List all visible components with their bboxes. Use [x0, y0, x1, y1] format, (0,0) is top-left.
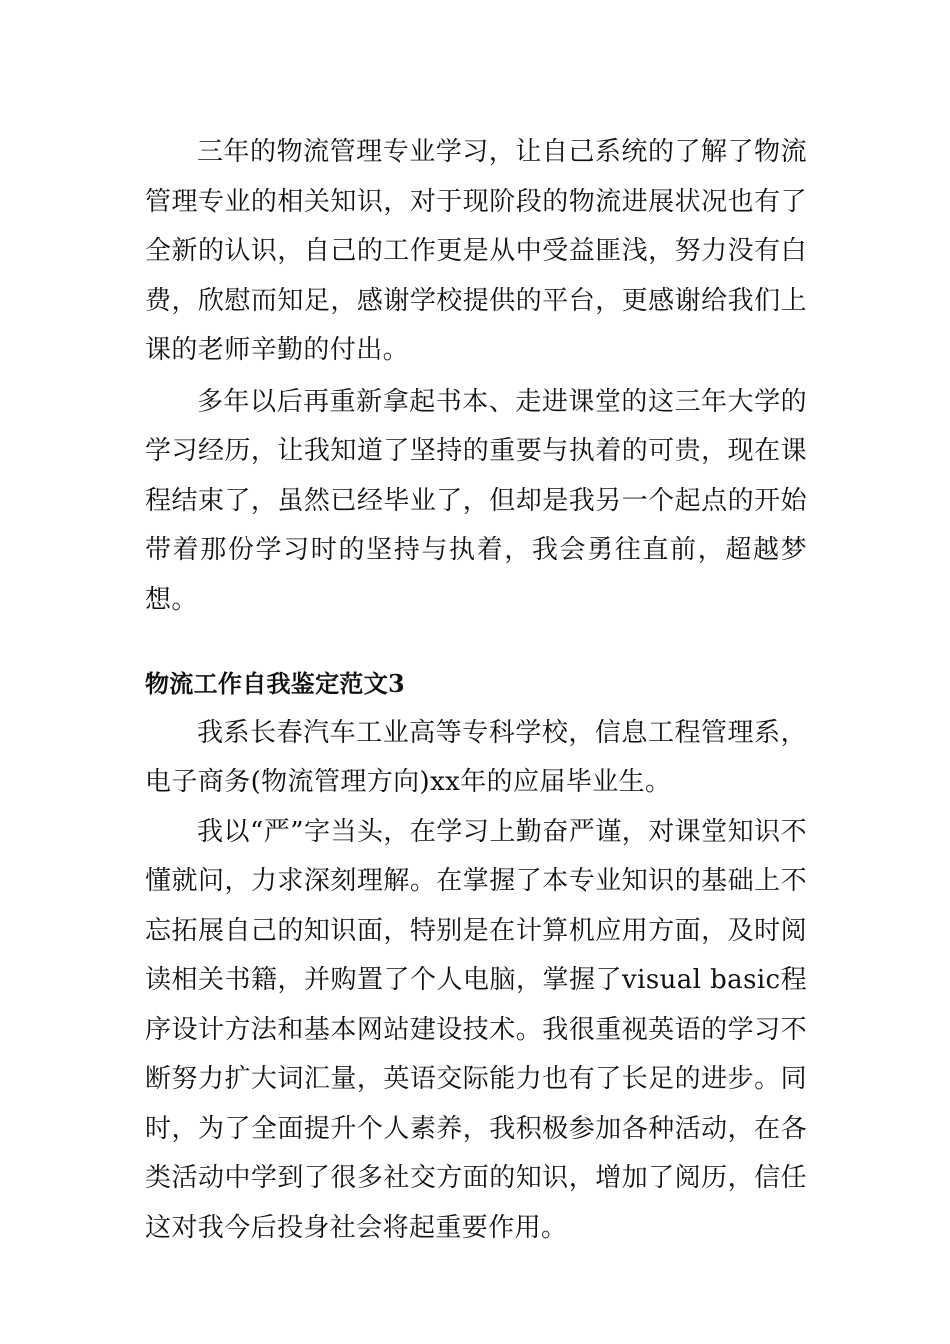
section-body: [145, 709, 807, 1254]
section-heading: 物流工作自我鉴定范文3: [145, 669, 405, 698]
paragraph: 多年以后再重新拿起书本、走进课堂的这三年大学的学习经历，让我知道了坚持的重要与执着的可贵，现在课程结束了，虽然已经毕业了，但却是我另一个起点的开始带着那份学习时的坚持与执着，我会勇往直前，超越梦想。: [145, 386, 807, 615]
paragraph: 三年的物流管理专业学习，让自己系统的了解了物流管理专业的相关知识，对于现阶段的物流进展状况也有了全新的认识，自己的工作更是从中受益匪浅，努力没有白费，欣慰而知足，感谢学校提供的平台，更感谢给我们上课的老师辛勤的付出。: [145, 137, 807, 365]
paragraph: 我系长春汽车工业高等专科学校，信息工程管理系，电子商务(物流管理方向)xx年的应届毕业生。: [145, 717, 807, 797]
paragraph: 我以“严”字当头，在学习上勤奋严谨，对课堂知识不懂就问，力求深刻理解。在掌握了本专业知识的基础上不忘拓展自己的知识面，特别是在计算机应用方面，及时阅读相关书籍，并购置了个人电脑，掌握了visual basic程序设计方法和基本网站建设技术。我很重视英语的学习不断努力扩大词汇量，英语交际能力也有了长足的进步。同时，为了全面提升个人素养，我积极参加各种活动，在各类活动中学到了很多社交方面的知识，增加了阅历，信任这对我今后投身社会将起重要作用。: [145, 816, 807, 1243]
document-page: [145, 128, 807, 1253]
